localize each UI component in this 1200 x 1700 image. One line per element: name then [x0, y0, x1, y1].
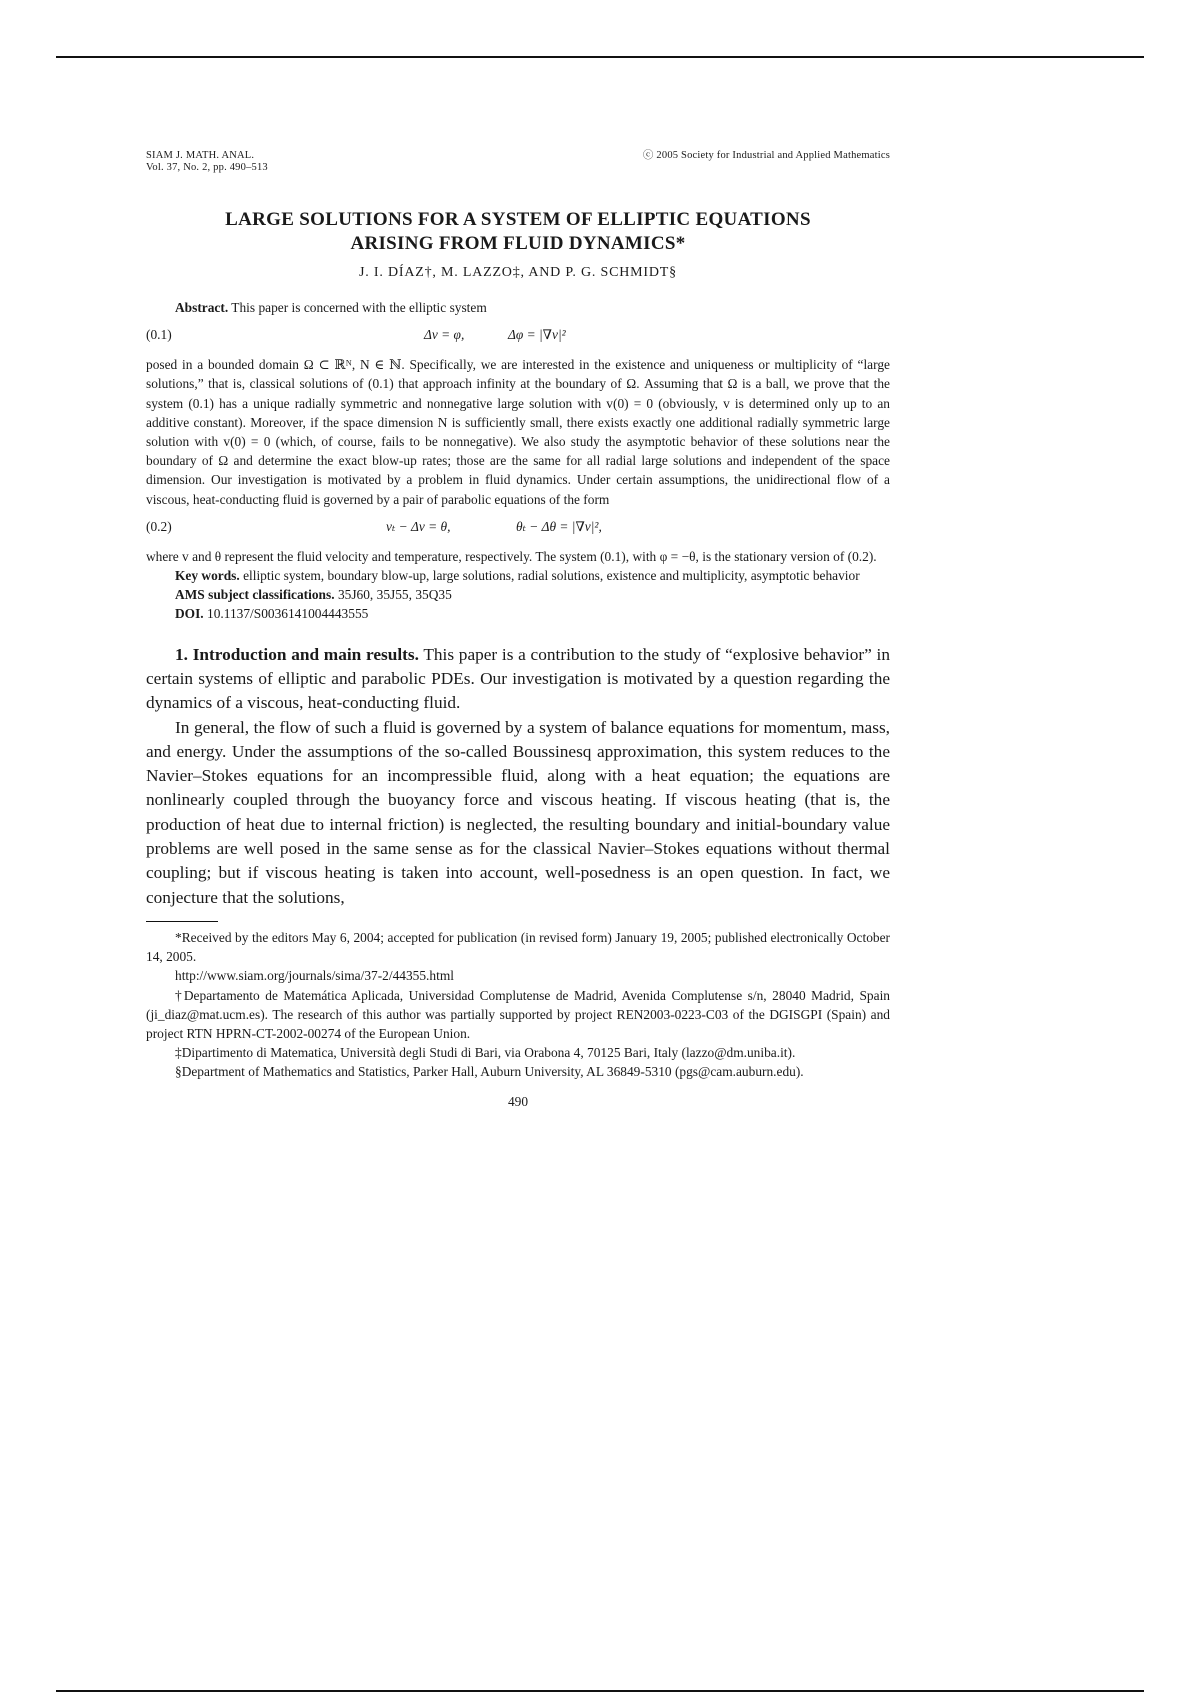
- journal-info: [146, 150, 268, 174]
- section-paragraph-2: In general, the flow of such a fluid is governed by a system of balance equations for momentum, mass, and energy. Under the assumptions of the so-called Boussinesq approximation, this system reduces to the Navier–Stokes equations for an incompressible fluid, along with a heat equation; the equations are nonlinearly coupled through the buoyancy force and viscous heating. If viscous heating (that is, the production of heat due to internal friction) is neglected, the resulting boundary and initial-boundary value problems are well posed in the same sense as for the classical Navier–Stokes equations without thermal coupling; but if viscous heating is taken into account, well-posedness is an open question. In fact, we conjecture that the solutions,: [146, 717, 890, 907]
- journal-volume: Vol. 37, No. 2, pp. 490–513: [146, 162, 268, 173]
- author-list: J. I. DÍAZ†, M. LAZZO‡, AND P. G. SCHMIDT§: [359, 265, 677, 280]
- section-1: [146, 643, 890, 910]
- equation-right: Δφ = |∇v|²: [508, 327, 566, 343]
- section-paragraph-1: This paper is a contribution to the study of “explosive behavior” in certain systems of elliptic and parabolic PDEs. Our investigation is motivated by a question regarding the dynamics of a viscous, heat-conducting fluid.: [146, 644, 890, 713]
- journal-name: SIAM J. MATH. ANAL.: [146, 150, 255, 161]
- copyright-notice: ⓒ 2005 Society for Industrial and Applied Mathematics: [642, 150, 890, 161]
- section-heading: 1. Introduction and main results.: [175, 644, 419, 664]
- ams-label: AMS subject classifications.: [175, 587, 335, 603]
- page-number: 490: [507, 1093, 529, 1109]
- equation-right: θₜ − Δθ = |∇v|²,: [516, 518, 602, 534]
- equation-left: vₜ − Δv = θ,: [386, 518, 451, 534]
- equation-left: Δv = φ,: [424, 327, 465, 343]
- equation-0-1: [146, 325, 890, 347]
- title-line-1: LARGE SOLUTIONS FOR A SYSTEM OF ELLIPTIC EQUATIONS: [225, 209, 811, 230]
- abstract-paragraph-1: posed in a bounded domain Ω ⊂ ℝᴺ, N ∈ ℕ. Specifically, we are interested in the existence and uniqueness or multiplicity of “large solutions,” that is, classical solutions of (0.1) that approach infinity at the boundary of Ω. Assuming that Ω is a ball, we prove that the system (0.1) has a unique radially symmetric and nonnegative large solution with v(0) = 0 (obviously, v is determined only up to an additive constant). Moreover, if the space dimension N is sufficiently small, there exists exactly one additional radially symmetric large solution with v(0) = 0 (which, of course, fails to be nonnegative). We also study the asymptotic behavior of these solutions near the boundary of Ω and determine the exact blow-up rates; those are the same for all radial large solutions and independent of the space dimension. Our investigation is motivated by a problem in fluid dynamics. Under certain assumptions, the unidirectional flow of a viscous, heat-conducting fluid is governed by a pair of parabolic equations of the form: [146, 357, 890, 507]
- keywords-text: elliptic system, boundary blow-up, large solutions, radial solutions, existence and multiplicity, asymptotic behavior: [243, 568, 860, 584]
- title-line-2: ARISING FROM FLUID DYNAMICS*: [350, 233, 686, 254]
- doi-text: 10.1137/S0036141004443555: [207, 606, 369, 622]
- abstract-intro: This paper is concerned with the elliptic system: [231, 300, 487, 315]
- doi-label: DOI.: [175, 606, 204, 622]
- bottom-rule: [56, 1690, 1144, 1692]
- doi: [146, 604, 890, 623]
- abstract-label: Abstract.: [175, 300, 229, 315]
- ams-classifications: [146, 585, 890, 604]
- abstract-paragraph-2: where v and θ represent the fluid velocity and temperature, respectively. The system (0.1), with φ = −θ, is the stationary version of (0.2).: [146, 548, 877, 564]
- footnote-diaz: †Departamento de Matemática Aplicada, Universidad Complutense de Madrid, Avenida Complutense s/n, 28040 Madrid, Spain (ji_diaz@mat.ucm.es). The research of this author was partially supported by project REN2003-0223-C03 of the DGISGPI (Spain) and project RTN HPRN-CT-2002-00274 of the European Union.: [146, 987, 890, 1041]
- footnote-received: *Received by the editors May 6, 2004; accepted for publication (in revised form) January 19, 2005; published electronically October 14, 2005.: [146, 929, 890, 965]
- paper-page: [146, 150, 890, 1110]
- footnote-rule: [146, 921, 218, 922]
- keywords: [146, 566, 890, 585]
- ams-text: 35J60, 35J55, 35Q35: [337, 587, 452, 603]
- equation-number: (0.2): [146, 518, 172, 534]
- paper-title: [146, 208, 890, 256]
- footnote-url: http://www.siam.org/journals/sima/37-2/44355.html: [175, 968, 454, 984]
- footnotes: [146, 928, 890, 1082]
- abstract: [146, 298, 890, 624]
- footnote-schmidt: §Department of Mathematics and Statistics, Parker Hall, Auburn University, AL 36849-5310 (pgs@cam.auburn.edu).: [175, 1064, 804, 1080]
- equation-0-2: [146, 517, 890, 539]
- top-rule: [56, 56, 1144, 58]
- keywords-label: Key words.: [175, 568, 240, 584]
- footnote-lazzo: ‡Dipartimento di Matematica, Università degli Studi di Bari, via Orabona 4, 70125 Bari, Italy (lazzo@dm.uniba.it).: [175, 1045, 796, 1061]
- equation-number: (0.1): [146, 327, 172, 343]
- running-header: [146, 150, 890, 174]
